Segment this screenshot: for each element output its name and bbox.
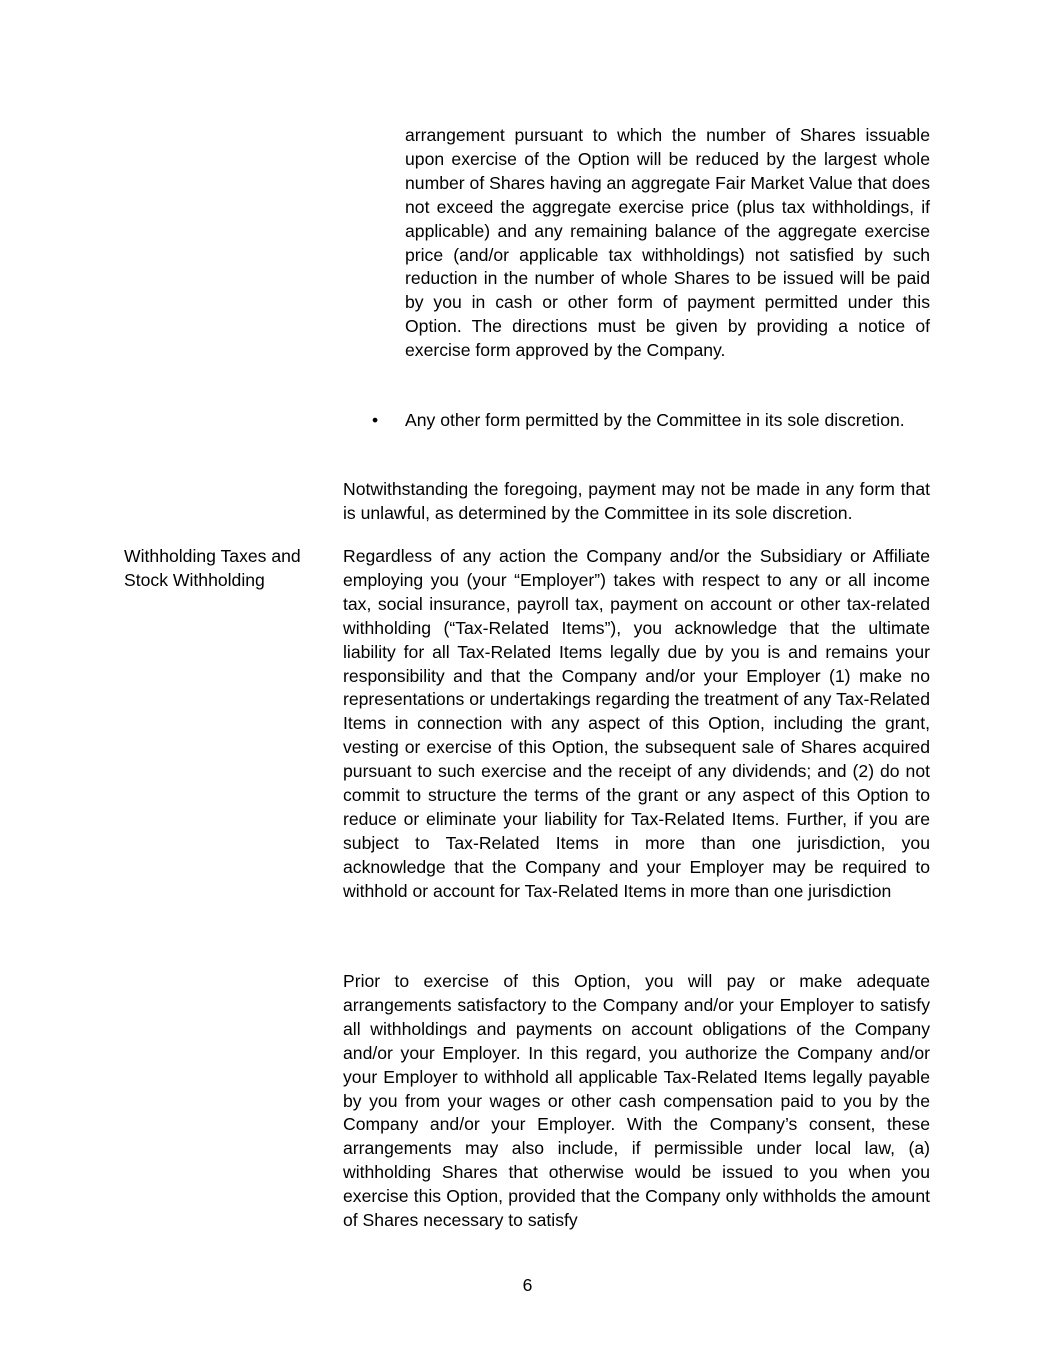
continuation-paragraph: arrangement pursuant to which the number of Shares issuable upon exercise of the Option will be reduced by the largest whole number of Shares having an aggregate Fair Market Value that does not exceed the aggregate exercise price (plus tax withholdings, if applicable) and any remaining balance of the aggregate exercise price (and/or applicable tax withholdings) not satisfied by such reduction in the number of whole Shares to be issued will be paid by you in cash or other form of payment permitted under this Option. The directions must be given by providing a notice of exercise form approved by the Company. [405, 125, 930, 361]
page-number: 6 [522, 1275, 533, 1295]
withholding-paragraph-2: Prior to exercise of this Option, you will pay or make adequate arrangements satisfactory to the Company and/or your Employer to satisfy all withholdings and payments on account obligations of the Company and/or your Employer. In this regard, you authorize the Company and/or your Employer to withhold all applicable Tax-Related Items legally payable by you from your wages or other cash compensation paid to you by the Company and/or your Employer. With the Company’s consent, these arrangements may also include, if permissible under local law, (a) withholding Shares that otherwise would be issued to you when you exercise this Option, provided that the Company only withholds the amount of Shares necessary to satisfy [343, 971, 930, 1231]
bullet-item-other-form: Any other form permitted by the Committee in its sole discretion. [405, 410, 905, 430]
bullet-marker: • [372, 410, 379, 430]
withholding-paragraph-1: Regardless of any action the Company and/or the Subsidiary or Affiliate employing you (your “Employer”) takes with respect to any or all income tax, social insurance, payroll tax, payment on account or other tax-related withholding (“Tax-Related Items”), you acknowledge that the ultimate liability for all Tax-Related Items legally due by you is and remains your responsibility and that the Company and/or your Employer (1) make no representations or undertakings regarding the treatment of any Tax-Related Items in connection with any aspect of this Option, including the grant, vesting or exercise of this Option, the subsequent sale of Shares acquired pursuant to such exercise and the receipt of any dividends; and (2) do not commit to structure the terms of the grant or any aspect of this Option to reduce or eliminate your liability for Tax-Related Items. Further, if you are subject to Tax-Related Items in more than one jurisdiction, you acknowledge that the Company and your Employer may be required to withhold or account for Tax-Related Items in more than one jurisdiction [343, 546, 930, 901]
section-heading-withholding-taxes: Withholding Taxes and Stock Withholding [124, 546, 301, 590]
notwithstanding-paragraph: Notwithstanding the foregoing, payment may not be made in any form that is unlawful, as determined by the Committee in its sole discretion. [343, 479, 930, 523]
